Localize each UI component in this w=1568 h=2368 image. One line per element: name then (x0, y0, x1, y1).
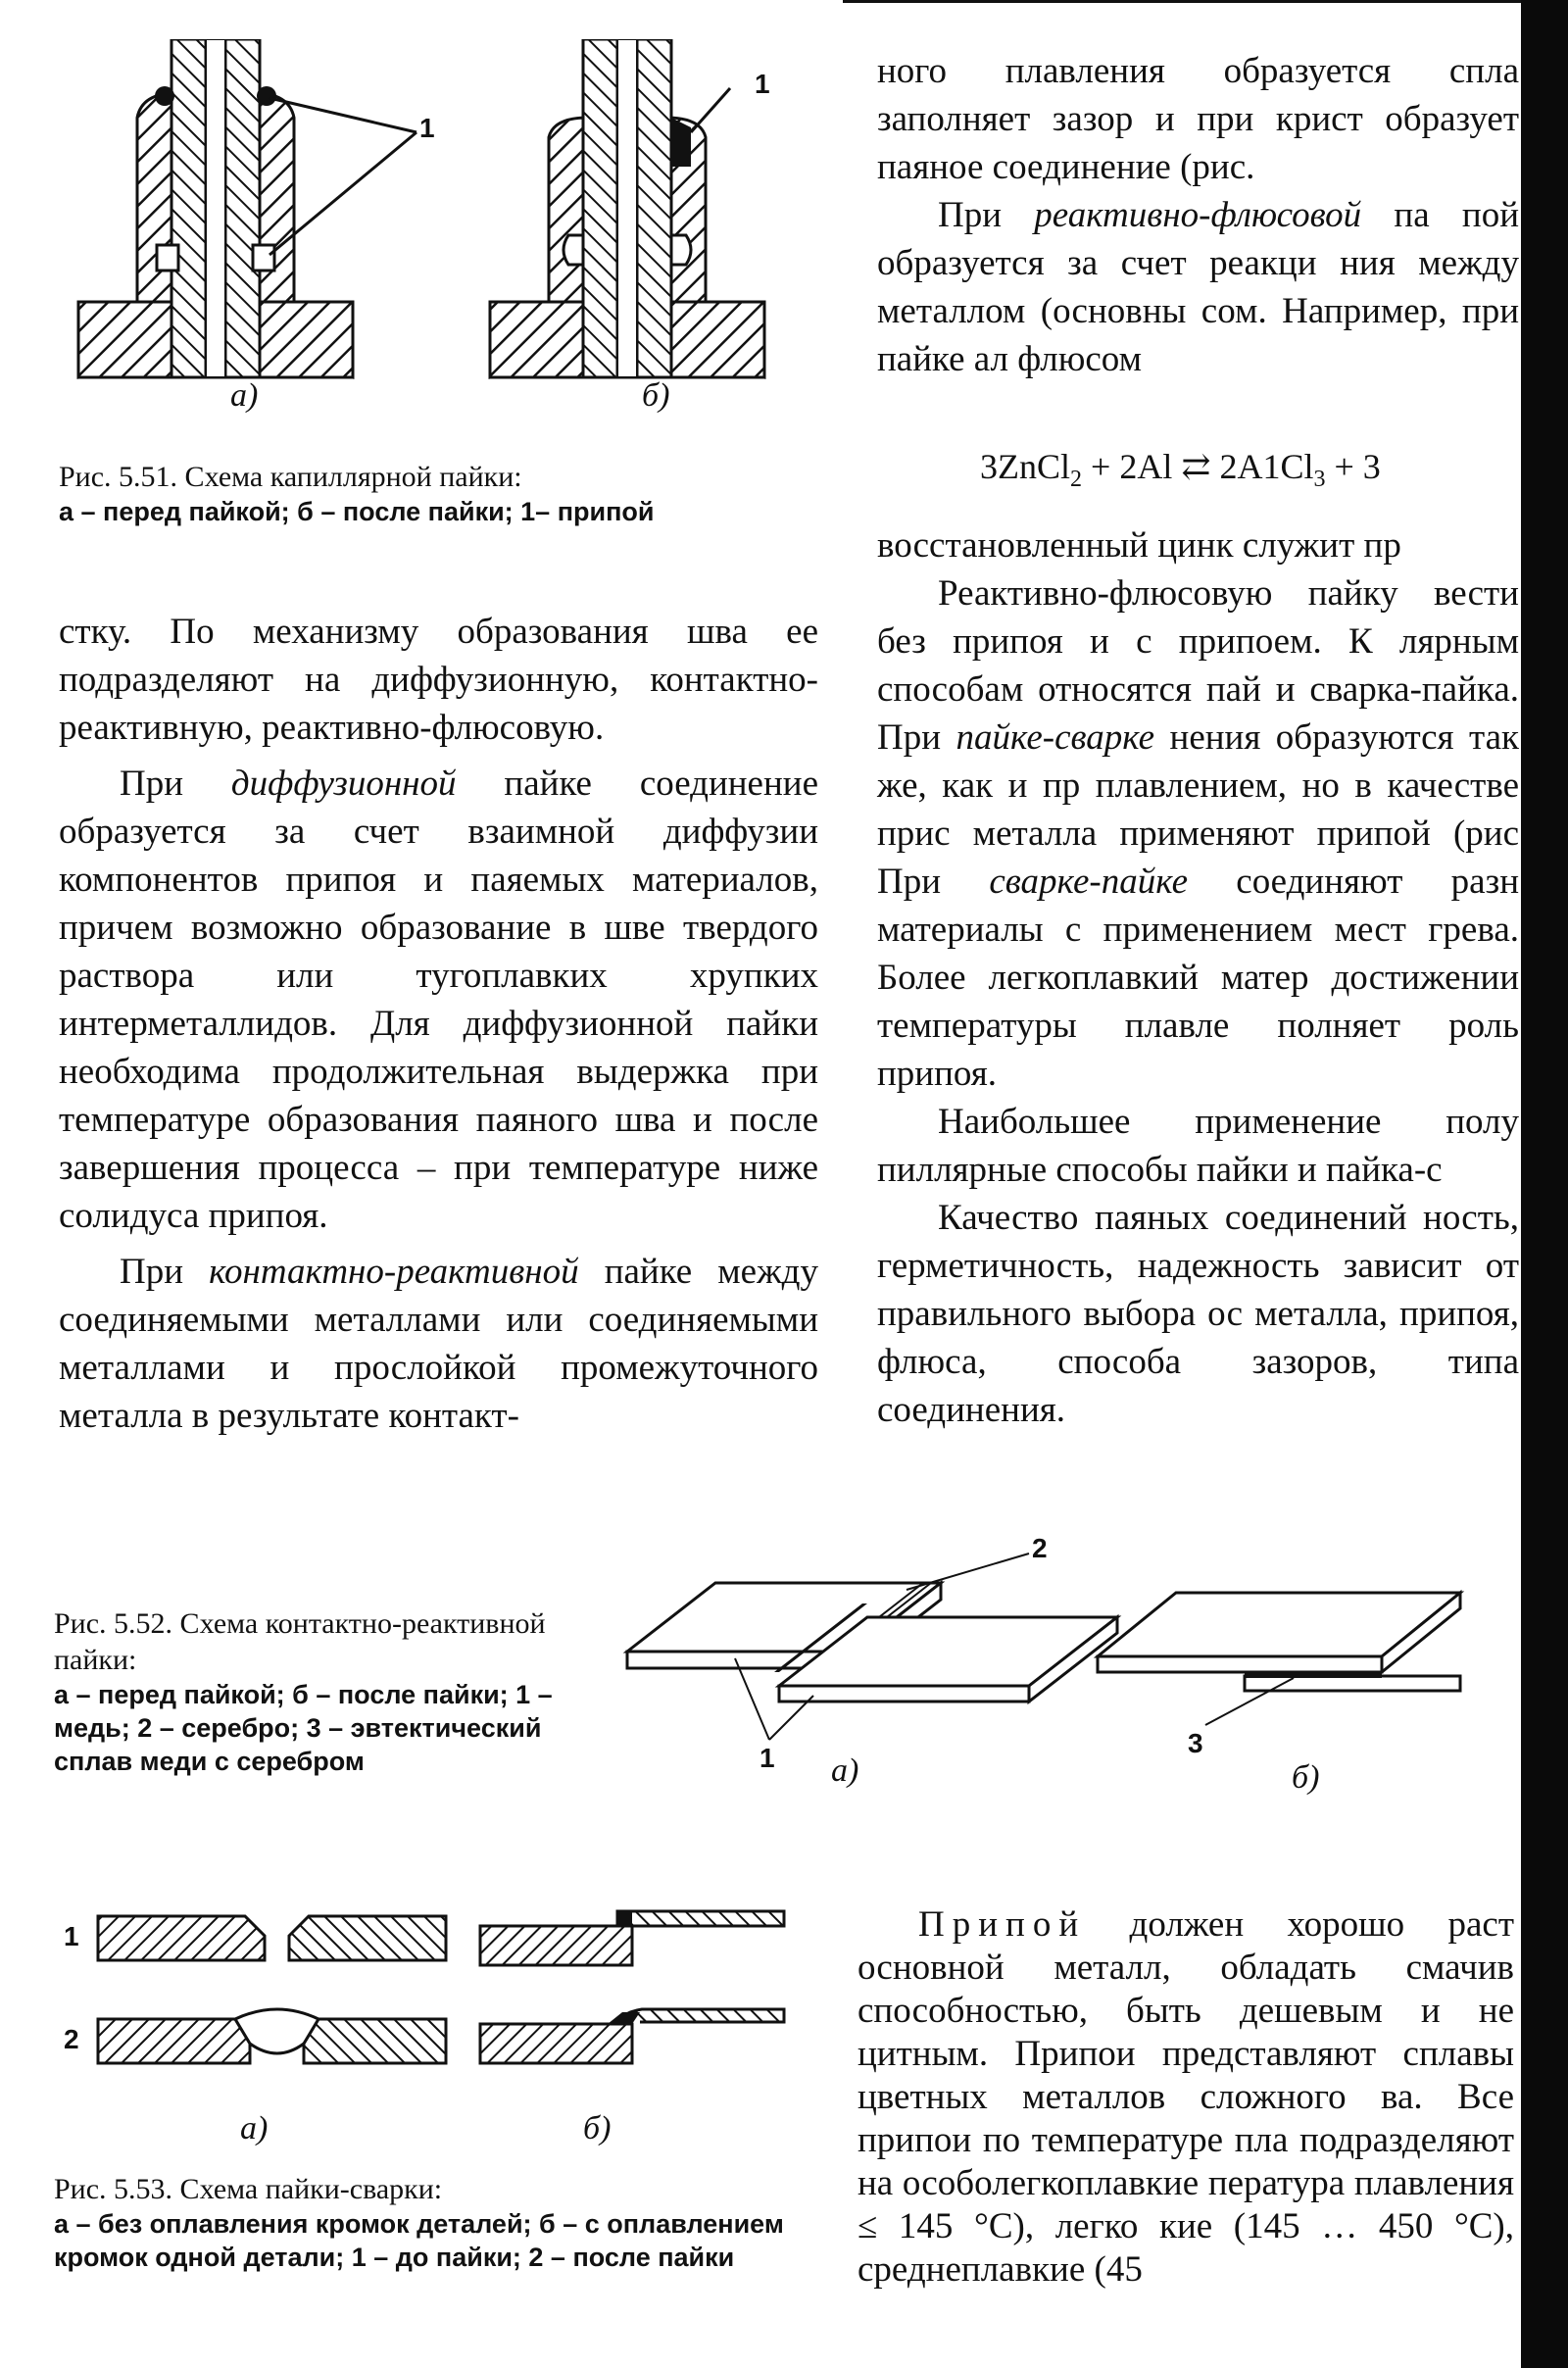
fig553-b-row2 (480, 2009, 784, 2063)
left-p3: При контактно-реактивной пайке между соединяемыми металлами или соединяемыми металлами и прослойкой промежуточного металла в результате контакт- (59, 1252, 818, 1436)
right-column-top (877, 47, 1519, 383)
fig553-caption-legend: а – без оплавления кромок деталей; б – с оплавлением кромок одной детали; 1 – до пайки; 2 – после пайки (54, 2209, 784, 2272)
right-column-mid (877, 521, 1519, 1434)
fig553-b-row1 (480, 1911, 784, 1965)
left-p2: При диффузионной пайке соединение образуется за счет взаимной диффузии компонентов припоя и паяемых материалов, причем возможно образование в шве твердого раствора или тугоплавких хрупких интерметаллидов. Для диффузионной пайки необходима продолжительная выдержка при температуре образования паяного шва и после завершения процесса – при температуре ниже солидуса припоя. (59, 764, 818, 1236)
right-p3: восстановленный цинк служит пр (877, 525, 1401, 566)
right-p4: Реактивно-флюсовую пайку вести без припоя и с припоем. К лярным способам относятся пай и сварка-пайка. При пайке-сварке нения образуются так же, как и пр плавлением, но в качестве прис металла применяют припой (рис При сварке-пайке соединяют разн материалы с применением мест грева. Более легкоплавкий матер достижении температуры плавле полняет роль припоя. (877, 573, 1519, 1094)
fig551-caption-legend: а – перед пайкой; б – после пайки; 1– припой (59, 497, 655, 526)
right-p2: При реактивно-флюсовой па пой образуется за счет реакци ния между металлом (основны сом. Например, при пайке ал флюсом (877, 195, 1519, 379)
fig551-caption (59, 459, 745, 528)
fig553-label-b: б) (583, 2110, 612, 2146)
fig553-a-row1 (98, 1916, 446, 1960)
figure-5-53-drawing (54, 1897, 818, 2132)
fig552-callout-3: 3 (1188, 1728, 1203, 1758)
figure-5-53 (54, 1897, 818, 2146)
fig551-callout-a: 1 (419, 113, 435, 143)
right-p1: ного плавления образуется спла заполняет зазор и при крист образует паяное соединение (рис. (877, 51, 1519, 187)
figure-5-52 (608, 1529, 1529, 1813)
fig551-label-b: б) (642, 377, 670, 414)
fig552-b-plates (1098, 1593, 1460, 1725)
bottom-right-p1: Припой должен хорошо раст основной металл, обладать смачив способностью, быть дешевым и не цитным. Припои представляют сплавы цветных металлов сложного ва. Все припои по температуре пла подразделяют на особолегкоплавкие пература плавления ≤ 145 °С), легко кие (145 … 450 °С), среднеплавкие (45 (858, 1904, 1514, 2290)
fig551-callout-b: 1 (755, 69, 770, 99)
scan-edge-shadow (1521, 0, 1568, 2368)
left-column (59, 608, 818, 1440)
top-rule (843, 0, 1529, 3)
fig551-a-assembly (78, 39, 416, 377)
fig553-row-2: 2 (64, 2024, 79, 2054)
fig552-label-a: а) (831, 1752, 859, 1789)
figure-5-51-drawing (59, 39, 843, 431)
fig553-caption-title: Рис. 5.53. Схема пайки-сварки: (54, 2173, 443, 2205)
fig552-callout-1: 1 (760, 1743, 775, 1773)
fig551-label-a: а) (230, 377, 259, 414)
fig552-caption-legend: а – перед пайкой; б – после пайки; 1 – медь; 2 – серебро; 3 – эвтектический сплав меди с серебром (54, 1680, 553, 1776)
fig551-caption-title: Рис. 5.51. Схема капиллярной пайки: (59, 461, 522, 493)
reaction-formula: 3ZnCl$_2$ + 2Al ⇄ $2A1Cl_3 + 3$ (980, 447, 1381, 493)
fig552-caption (54, 1605, 554, 1778)
fig553-row-1: 1 (64, 1921, 79, 1951)
fig551-b-assembly (490, 39, 764, 377)
fig553-label-a: а) (240, 2110, 269, 2146)
right-p5: Наибольшее применение полу пиллярные способы пайки и пайка-с (877, 1102, 1519, 1190)
figure-5-51 (59, 39, 843, 431)
figure-5-52-drawing (608, 1529, 1529, 1813)
fig553-a-row2 (98, 2009, 446, 2063)
fig552-caption-title: Рис. 5.52. Схема контактно-реактивной пайки: (54, 1607, 546, 1676)
fig552-a-plates (627, 1554, 1117, 1740)
right-column-bottom (858, 1903, 1514, 2292)
fig553-caption (54, 2171, 808, 2274)
fig552-label-b: б) (1292, 1759, 1320, 1796)
left-p1: стку. По механизму образования шва ее подразделяют на диффузионную, контактно-реактивную, реактивно-флюсовую. (59, 612, 818, 748)
right-p6: Качество паяных соединений ность, герметичность, надежность зависит от правильного выбора ос металла, припоя, флюса, способа зазоров, типа соединения. (877, 1198, 1519, 1430)
fig552-callout-2: 2 (1032, 1533, 1048, 1563)
